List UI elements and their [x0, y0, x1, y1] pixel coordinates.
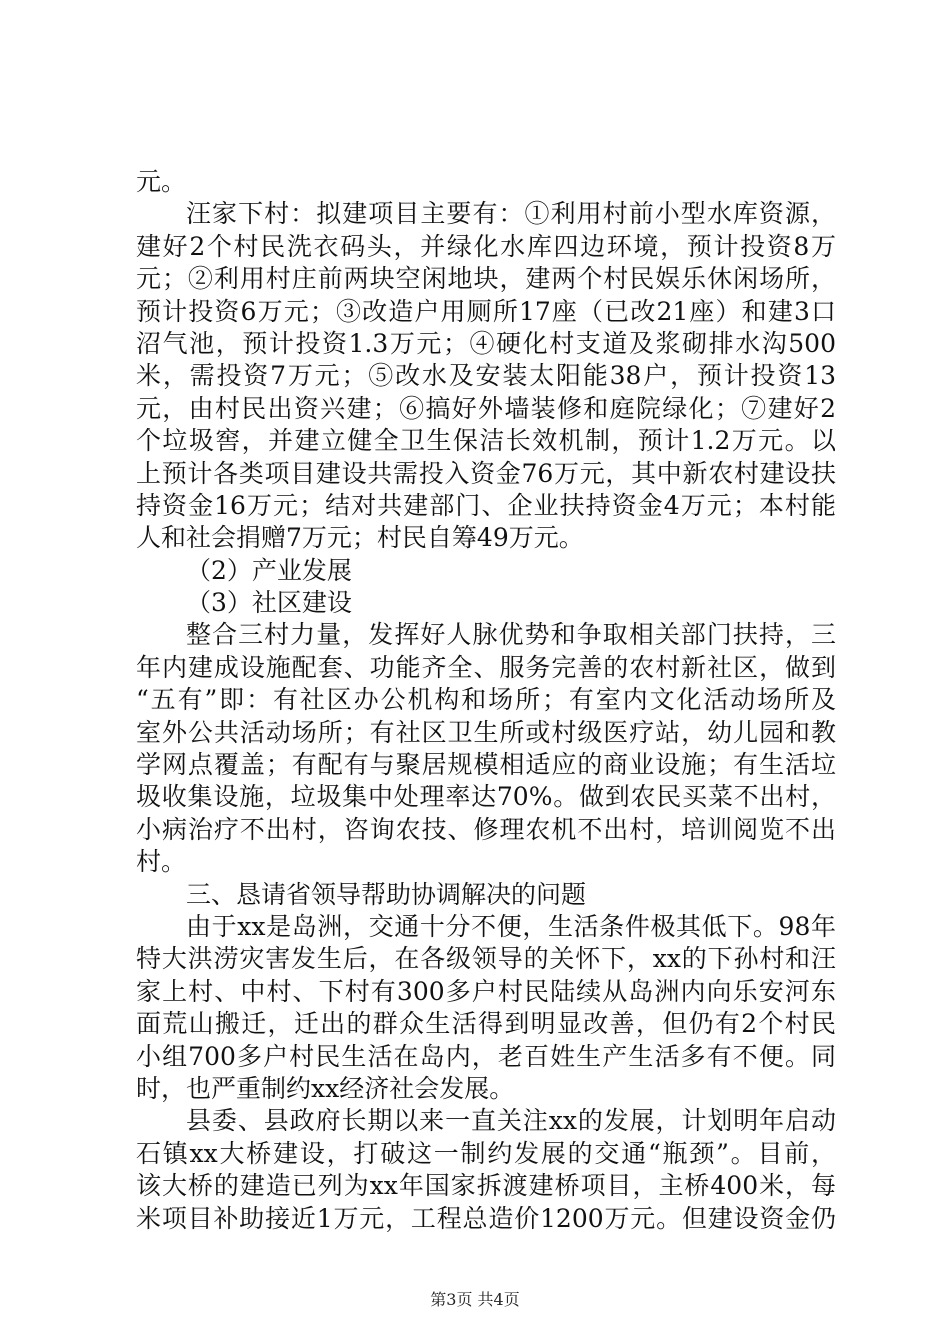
text-line: 该大桥的建造已列为xx年国家拆渡建桥项目，主桥400米，每 [136, 1171, 836, 1201]
text-line: 小病治疗不出村，咨询农技、修理农机不出村，培训阅览不出 [136, 814, 836, 844]
text-line: 整合三村力量，发挥好人脉优势和争取相关部门扶持，三 [186, 620, 836, 650]
text-line: 村。 [136, 847, 187, 877]
text-line: （2）产业发展 [186, 555, 352, 585]
text-line: 人和社会捐赠7万元；村民自筹49万元。 [136, 523, 584, 553]
text-line: 室外公共活动场所；有社区卫生所或村级医疗站，幼儿园和教 [136, 717, 836, 747]
text-line: 个垃圾窖，并建立健全卫生保洁长效机制，预计1.2万元。以 [136, 426, 836, 456]
text-line: “五有”即：有社区办公机构和场所；有室内文化活动场所及 [136, 685, 836, 715]
text-line: 沼气池，预计投资1.3万元；④硬化村支道及浆砌排水沟500 [136, 328, 836, 358]
text-line: 元。 [136, 167, 187, 196]
text-line: 上预计各类项目建设共需投入资金76万元，其中新农村建设扶 [136, 458, 836, 488]
text-line: 由于xx是岛洲，交通十分不便，生活条件极其低下。98年 [186, 911, 836, 941]
text-line: 面荒山搬迁，迁出的群众生活得到明显改善，但仍有2个村民 [136, 1009, 836, 1039]
document-body [136, 166, 836, 1235]
text-line: 持资金16万元；结对共建部门、企业扶持资金4万元；本村能 [136, 490, 836, 520]
text-line: 石镇xx大桥建设，打破这一制约发展的交通“瓶颈”。目前， [136, 1138, 836, 1168]
text-line: 圾收集设施，垃圾集中处理率达70%。做到农民买菜不出村， [136, 782, 836, 812]
text-line: 时，也严重制约xx经济社会发展。 [136, 1073, 515, 1103]
page-footer: 第3页 共4页 [430, 1290, 520, 1309]
text-line: 小组700多户村民生活在岛内，老百姓生产生活多有不便。同 [136, 1041, 836, 1071]
text-line: 特大洪涝灾害发生后，在各级领导的关怀下，xx的下孙村和汪 [136, 944, 836, 974]
text-line: 米，需投资7万元；⑤改水及安装太阳能38户，预计投资13 [136, 361, 836, 391]
text-line: 家上村、中村、下村有300多户村民陆续从岛洲内向乐安河东 [136, 976, 836, 1006]
text-line: 汪家下村：拟建项目主要有：①利用村前小型水库资源， [186, 199, 836, 229]
text-line: 预计投资6万元；③改造户用厕所17座（已改21座）和建3口 [136, 296, 836, 326]
text-line: 建好2个村民洗衣码头，并绿化水库四边环境，预计投资8万 [136, 231, 836, 261]
text-line: 县委、县政府长期以来一直关注xx的发展，计划明年启动 [186, 1106, 836, 1136]
text-line: （3）社区建设 [186, 588, 352, 618]
text-line: 三、恳请省领导帮助协调解决的问题 [186, 879, 587, 909]
text-line: 米项目补助接近1万元，工程总造价1200万元。但建设资金仍 [136, 1203, 836, 1233]
text-line: 学网点覆盖；有配有与聚居规模相适应的商业设施；有生活垃 [136, 750, 836, 780]
text-line: 年内建成设施配套、功能齐全、服务完善的农村新社区，做到 [136, 652, 836, 682]
text-line: 元，由村民出资兴建；⑥搞好外墙装修和庭院绿化；⑦建好2 [136, 393, 836, 423]
text-line: 元；②利用村庄前两块空闲地块，建两个村民娱乐休闲场所， [136, 264, 836, 294]
